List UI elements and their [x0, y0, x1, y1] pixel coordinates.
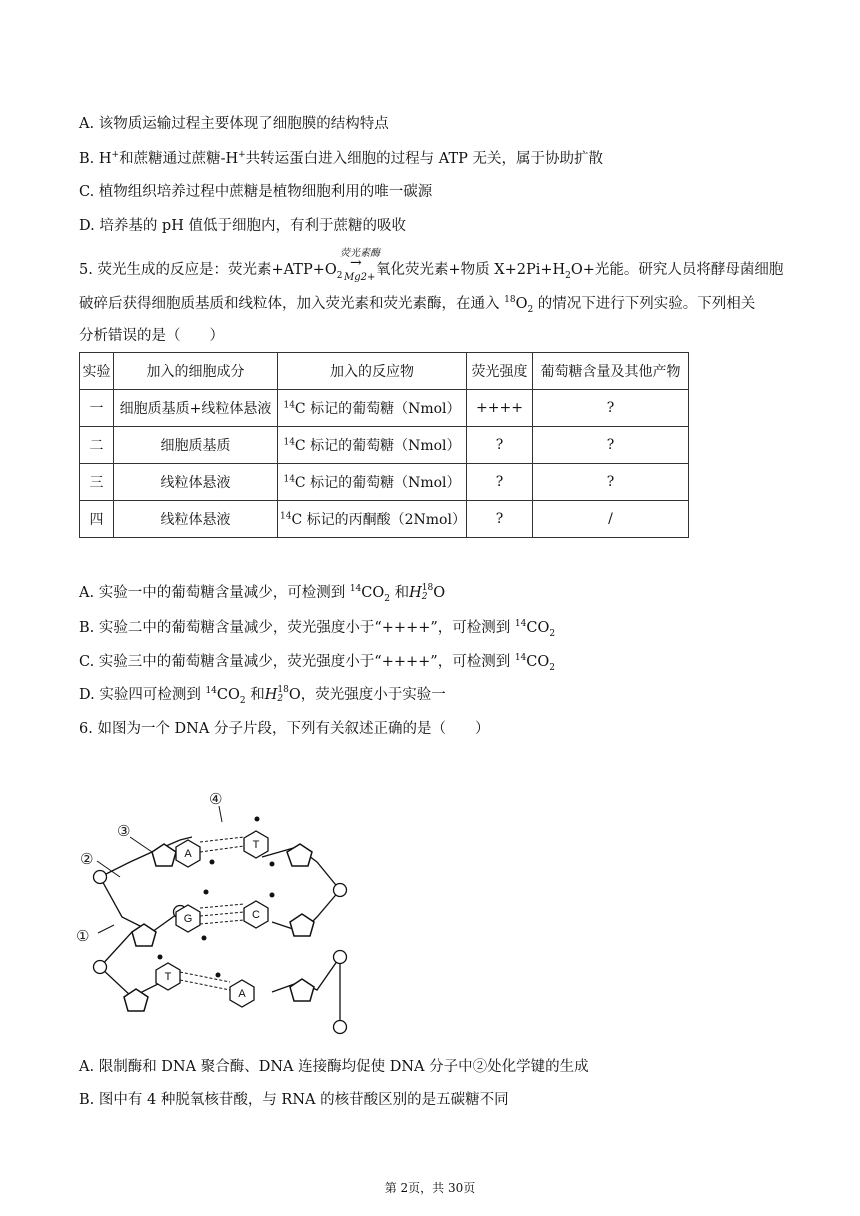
sup: +	[238, 150, 246, 161]
text: 共转运蛋白进入细胞的过程与 ATP 无关，属于协助扩散	[245, 151, 603, 167]
dot	[202, 936, 207, 941]
text: C 标记的葡萄糖（Nmol）	[294, 475, 461, 491]
text: C 标记的葡萄糖（Nmol）	[294, 401, 461, 417]
cell-id: 一	[80, 390, 114, 427]
q5-stem-line1	[79, 246, 799, 286]
cell-other: /	[533, 501, 689, 538]
sugar-pentagon	[152, 844, 176, 866]
text: 和蔗糖通过蔗糖-H	[119, 151, 239, 167]
q6-option-b: B. 图中有 4 种脱氧核苷酸，与 RNA 的核苷酸区别的是五碳糖不同	[79, 1092, 509, 1108]
text: 的情况下进行下列实验。下列相关	[533, 296, 756, 312]
experiment-table	[79, 352, 689, 538]
cell-id: 四	[80, 501, 114, 538]
text: 破碎后获得细胞质基质和线粒体，加入荧光素和荧光素酶，在通入	[79, 296, 505, 312]
header-cell: 加入的细胞成分	[114, 353, 278, 390]
sub: 2	[336, 270, 343, 281]
cell-intensity: ?	[467, 501, 533, 538]
sub: 2	[277, 694, 284, 704]
dot	[210, 860, 215, 865]
text: B. H	[79, 151, 112, 167]
text: H	[264, 687, 278, 703]
table-header-row	[80, 353, 689, 390]
sup: 18	[277, 685, 289, 695]
dot	[158, 955, 163, 960]
dot	[255, 817, 260, 822]
text: A. 实验一中的葡萄糖含量减少，可检测到	[79, 585, 350, 601]
reaction-arrow: →	[350, 255, 362, 271]
sup: 14	[283, 400, 295, 411]
sugar-pentagon	[132, 924, 156, 946]
cell-intensity: ?	[467, 427, 533, 464]
iso-script	[277, 686, 288, 704]
label-2: ②	[80, 850, 94, 868]
text: 和	[389, 585, 410, 601]
text: CO	[526, 620, 550, 636]
base-letter: T	[252, 839, 260, 851]
phosphate-circle	[334, 884, 347, 897]
sugar-pentagon	[290, 979, 314, 1001]
sup: +	[111, 150, 120, 161]
sup: 14	[283, 474, 295, 485]
base-letter: G	[183, 913, 193, 925]
base-letter: A	[184, 848, 192, 860]
q5-option-d	[79, 683, 446, 706]
sup: 14	[280, 511, 292, 522]
hydrogen-bond	[200, 904, 244, 924]
phosphate-circle	[334, 951, 347, 964]
q5-option-c	[79, 650, 555, 673]
base-letter: C	[252, 909, 260, 921]
text: CO	[526, 654, 550, 670]
sub: 2	[527, 304, 534, 315]
dot	[270, 862, 275, 867]
sub: 2	[565, 270, 571, 281]
text: O，荧光强度小于实验一	[288, 687, 446, 703]
text: C 标记的丙酮酸（2Nmol）	[291, 512, 466, 528]
cell-other: ?	[533, 464, 689, 501]
cell-reactant	[278, 390, 467, 427]
q5-option-a	[79, 581, 445, 604]
header-cell: 加入的反应物	[278, 353, 467, 390]
phosphate-circle	[94, 961, 107, 974]
table-row	[80, 464, 689, 501]
text: C 标记的葡萄糖（Nmol）	[294, 438, 461, 454]
cell-reactant	[278, 427, 467, 464]
stem-pre	[79, 258, 342, 281]
text: O+光能。研究人员将酵母菌细胞	[570, 262, 784, 278]
cell-component: 线粒体悬液	[114, 501, 278, 538]
cell-other: ?	[533, 427, 689, 464]
q5-option-b	[79, 616, 555, 639]
table-row	[80, 390, 689, 427]
sub: 2	[239, 695, 246, 706]
hydrogen-bond	[200, 837, 244, 852]
cell-component: 线粒体悬液	[114, 464, 278, 501]
q6-option-a: A. 限制酶和 DNA 聚合酶、DNA 连接酶均促使 DNA 分子中②处化学键的生成	[79, 1059, 589, 1075]
text: O	[433, 585, 446, 601]
cell-intensity: ++++	[467, 390, 533, 427]
dot	[216, 973, 221, 978]
q4-option-d: D. 培养基的 pH 值低于细胞内，有利于蔗糖的吸收	[79, 218, 406, 234]
sub: 2	[421, 592, 428, 602]
q6-stem: 6. 如图为一个 DNA 分子片段，下列有关叙述正确的是（ ）	[79, 721, 490, 737]
q4-option-a: A. 该物质运输过程主要体现了细胞膜的结构特点	[79, 116, 389, 132]
hydrogen-bond	[180, 972, 230, 990]
catalyst-mg: Mg2+	[344, 272, 376, 283]
sup: 14	[349, 584, 362, 595]
label-pointer	[98, 925, 114, 933]
base-letter: A	[238, 988, 246, 1000]
cell-intensity: ?	[467, 464, 533, 501]
sugar-pentagon	[287, 844, 312, 866]
sup: 14	[514, 619, 527, 630]
base-letter: T	[164, 971, 172, 983]
sup: 18	[421, 583, 434, 593]
q5-stem-line2	[79, 292, 755, 315]
header-cell: 实验	[80, 353, 114, 390]
table-row	[80, 501, 689, 538]
sup: 14	[283, 437, 295, 448]
phosphate-circle	[334, 1021, 347, 1034]
cell-reactant	[278, 464, 467, 501]
label-1: ①	[76, 927, 90, 945]
label-4: ④	[209, 790, 223, 808]
sub: 2	[549, 662, 555, 673]
label-3: ③	[117, 822, 131, 840]
dot	[270, 893, 275, 898]
label-pointer	[130, 837, 152, 852]
label-pointer	[219, 806, 222, 822]
dot	[204, 890, 209, 895]
text: 氧化荧光素+物质 X+2Pi+H	[376, 262, 566, 278]
phosphate-circle	[94, 871, 107, 884]
table-row	[80, 427, 689, 464]
text: D. 实验四可检测到	[79, 687, 206, 703]
sup: 14	[514, 653, 527, 664]
cell-component: 细胞质基质	[114, 427, 278, 464]
text: C. 实验三中的葡萄糖含量减少，荧光强度小于“++++”，可检测到	[79, 654, 515, 670]
text: 5. 荧光生成的反应是：荧光素+ATP+O	[79, 262, 337, 278]
text: 和	[245, 687, 265, 703]
page-footer: 第 2页，共 30页	[384, 1181, 476, 1195]
text: H	[409, 585, 422, 601]
text: CO	[216, 687, 240, 703]
q4-option-b	[79, 147, 603, 168]
sub: 2	[384, 593, 390, 604]
q5-stem-line3: 分析错误的是（ ）	[79, 328, 224, 344]
header-cell: 荧光强度	[467, 353, 533, 390]
text: O	[515, 296, 528, 312]
sup: 18	[504, 295, 516, 306]
cell-id: 二	[80, 427, 114, 464]
text: CO	[361, 585, 385, 601]
sup: 14	[205, 686, 217, 697]
iso-script	[422, 584, 433, 602]
text: B. 实验二中的葡萄糖含量减少，荧光强度小于“++++”，可检测到	[79, 620, 515, 636]
sub: 2	[549, 628, 556, 639]
sugar-pentagon	[290, 914, 314, 936]
dna-diagram	[72, 782, 372, 1042]
cell-component: 细胞质基质+线粒体悬液	[114, 390, 278, 427]
cell-reactant	[278, 501, 467, 538]
q4-option-c: C. 植物组织培养过程中蔗糖是植物细胞利用的唯一碳源	[79, 184, 433, 200]
stem-post	[376, 258, 783, 281]
header-cell: 葡萄糖含量及其他产物	[533, 353, 689, 390]
cell-other: ?	[533, 390, 689, 427]
catalyst-enzyme: 荧光素酶	[340, 248, 380, 259]
cell-id: 三	[80, 464, 114, 501]
